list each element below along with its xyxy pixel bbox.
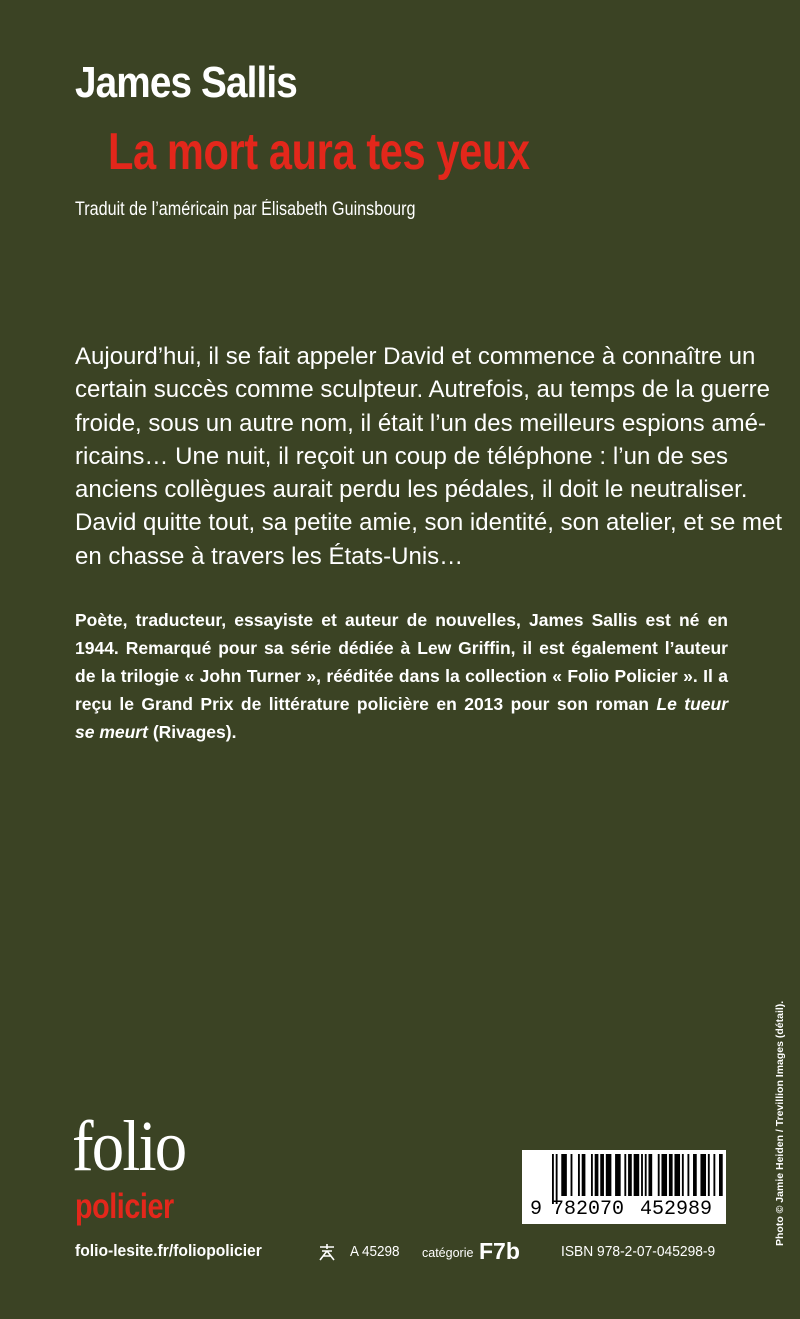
folio-logo: folio [72, 1106, 186, 1186]
summary-line: froide, sous un autre nom, il était l’un des meilleurs espions amé- [75, 409, 767, 437]
barcode-bar [595, 1154, 599, 1196]
barcode-bar [687, 1154, 689, 1196]
summary-text [75, 340, 783, 573]
barcode-bar [624, 1154, 626, 1196]
barcode-bar [561, 1154, 567, 1196]
barcode-bar [645, 1154, 647, 1196]
bio-line: Poète, traducteur, essayiste et auteur de nouvelles, James Sallis est né en [75, 610, 728, 630]
barcode-digits-right: 452989 [640, 1198, 713, 1221]
category-label: catégorie [422, 1246, 474, 1260]
barcode-digits [522, 1195, 726, 1224]
barcode-bar [713, 1154, 715, 1196]
bio-novel-title-part1: Le tueur [656, 694, 729, 714]
summary-line: ricains… Une nuit, il reçoit un coup de téléphone : l’un de ses [75, 442, 728, 470]
barcode-bar [600, 1154, 604, 1196]
bio-line: 1944. Remarqué pour sa série dédiée à Lew Griffin, il est également l’auteur [75, 638, 728, 658]
bio-line [75, 690, 728, 718]
author-name: James Sallis [75, 58, 297, 107]
book-title: La mort aura tes yeux [108, 123, 530, 181]
barcode-bar [658, 1154, 660, 1196]
barcode-bar [571, 1154, 573, 1196]
barcode-bar [674, 1154, 680, 1196]
summary-line: Aujourd’hui, il se fait appeler David et commence à connaître un [75, 343, 756, 370]
barcode-bar [591, 1154, 593, 1196]
bio-line [75, 718, 728, 746]
summary-line: David quitte tout, sa petite amie, son identité, son atelier, et se met [75, 509, 783, 537]
bio-line-text: reçu le Grand Prix de littérature policière en 2013 pour son roman [75, 694, 649, 714]
barcode-bar [661, 1154, 667, 1196]
barcode-bar [578, 1154, 580, 1196]
summary-line: certain succès comme sculpteur. Autrefois, au temps de la guerre [75, 376, 771, 404]
barcode-bar [682, 1154, 684, 1196]
barcode-bar [669, 1154, 673, 1196]
barcode-bar [719, 1154, 723, 1196]
translator-credit: Traduit de l’américain par Élisabeth Guinsbourg [75, 199, 416, 220]
barcode [522, 1150, 726, 1224]
barcode-bar [648, 1154, 652, 1196]
catalog-code: A 45298 [350, 1243, 400, 1260]
isbn-text: ISBN 978-2-07-045298-9 [561, 1243, 716, 1260]
barcode-bar [606, 1154, 612, 1196]
barcode-bar [634, 1154, 640, 1196]
summary-line: en chasse à travers les États-Unis… [75, 542, 464, 570]
barcode-bar [628, 1154, 632, 1196]
photo-credit: Photo © Jamie Heiden / Trevillion Images (détail). [774, 1000, 786, 1246]
policier-logo: policier [75, 1187, 174, 1226]
bio-line: de la trilogie « John Turner », rééditée dans la collection « Folio Policier ». Il a [75, 666, 728, 686]
barcode-bar [615, 1154, 621, 1196]
barcode-digits-left: 782070 [552, 1198, 625, 1221]
barcode-bar [708, 1154, 710, 1196]
barcode-bar [582, 1154, 586, 1196]
category-value: F7b [479, 1238, 520, 1264]
summary-line: anciens collègues aurait perdu les pédales, il doit le neutraliser. [75, 476, 748, 504]
barcode-bar [641, 1154, 643, 1196]
author-bio [75, 606, 728, 746]
bio-novel-title-part2: se meurt [75, 722, 148, 742]
barcode-bar [693, 1154, 697, 1196]
website-link[interactable]: folio-lesite.fr/foliopolicier [75, 1241, 262, 1260]
bio-publisher: (Rivages). [147, 722, 237, 742]
barcode-bar [700, 1154, 706, 1196]
publisher-logo-icon [316, 1243, 338, 1261]
barcode-digit-lead: 9 [530, 1198, 543, 1221]
